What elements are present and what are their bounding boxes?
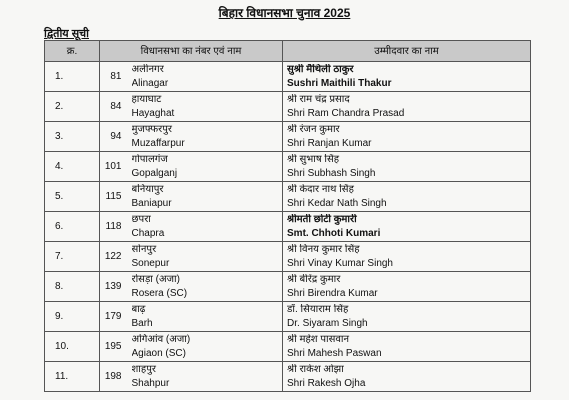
candidate-name-hindi: श्री केदार नाथ सिंह bbox=[287, 184, 354, 195]
constituency-name-english: Alinagar bbox=[131, 78, 169, 89]
constituency-name-hindi: रोसड़ा (अजा) bbox=[131, 274, 180, 285]
table-row bbox=[45, 302, 531, 332]
constituency-cell bbox=[130, 212, 283, 242]
table-row bbox=[45, 122, 531, 152]
constituency-name-hindi: बाढ़ bbox=[131, 304, 146, 315]
table-row bbox=[45, 272, 531, 302]
candidate-cell bbox=[283, 272, 531, 302]
constituency-name-hindi: शाहपुर bbox=[131, 364, 156, 375]
constituency-cell bbox=[130, 92, 283, 122]
candidate-cell bbox=[283, 182, 531, 212]
candidate-cell bbox=[283, 92, 531, 122]
constituency-name-english: Gopalganj bbox=[131, 168, 178, 179]
candidate-name-english: Shri Subhash Singh bbox=[287, 168, 376, 179]
serial-number: 9. bbox=[45, 302, 100, 332]
constituency-name-hindi: अलीनगर bbox=[131, 64, 164, 75]
candidate-cell bbox=[283, 362, 531, 392]
candidate-name-english: Smt. Chhoti Kumari bbox=[287, 228, 381, 239]
candidate-name-hindi: श्री राकेश ओझा bbox=[287, 364, 344, 375]
constituency-number: 115 bbox=[100, 182, 130, 212]
candidate-cell bbox=[283, 62, 531, 92]
table-row bbox=[45, 182, 531, 212]
candidate-name-english: Shri Kedar Nath Singh bbox=[287, 198, 387, 209]
constituency-cell bbox=[130, 242, 283, 272]
constituency-number: 118 bbox=[100, 212, 130, 242]
constituency-number: 198 bbox=[100, 362, 130, 392]
constituency-name-english: Sonepur bbox=[131, 258, 170, 269]
constituency-name-english: Baniapur bbox=[131, 198, 172, 209]
serial-number: 7. bbox=[45, 242, 100, 272]
constituency-number: 179 bbox=[100, 302, 130, 332]
constituency-name-hindi: छपरा bbox=[131, 214, 151, 225]
constituency-cell bbox=[130, 302, 283, 332]
candidate-cell bbox=[283, 302, 531, 332]
serial-number: 2. bbox=[45, 92, 100, 122]
candidate-cell bbox=[283, 122, 531, 152]
constituency-number: 101 bbox=[100, 152, 130, 182]
constituency-name-english: Shahpur bbox=[131, 378, 170, 389]
constituency-name-english: Rosera (SC) bbox=[131, 288, 188, 299]
constituency-number: 84 bbox=[100, 92, 130, 122]
candidate-name-english: Shri Mahesh Paswan bbox=[287, 348, 382, 359]
candidate-name-english: Sushri Maithili Thakur bbox=[287, 78, 392, 89]
serial-number: 4. bbox=[45, 152, 100, 182]
candidate-cell bbox=[283, 332, 531, 362]
header-serial: क्र. bbox=[45, 41, 100, 62]
serial-number: 3. bbox=[45, 122, 100, 152]
candidate-cell bbox=[283, 212, 531, 242]
serial-number: 11. bbox=[45, 362, 100, 392]
constituency-cell bbox=[130, 362, 283, 392]
constituency-number: 122 bbox=[100, 242, 130, 272]
constituency-name-english: Muzaffarpur bbox=[131, 138, 185, 149]
candidate-name-english: Shri Ram Chandra Prasad bbox=[287, 108, 405, 119]
candidate-name-hindi: श्री राम चंद्र प्रसाद bbox=[287, 94, 350, 105]
serial-number: 6. bbox=[45, 212, 100, 242]
candidate-cell bbox=[283, 152, 531, 182]
serial-number: 8. bbox=[45, 272, 100, 302]
constituency-name-hindi: सोनपुर bbox=[131, 244, 157, 255]
candidate-name-hindi: श्री रंजन कुमार bbox=[287, 124, 340, 135]
candidate-name-hindi: श्री विनय कुमार सिंह bbox=[287, 244, 360, 255]
table-row bbox=[45, 362, 531, 392]
constituency-cell bbox=[130, 272, 283, 302]
constituency-name-english: Hayaghat bbox=[131, 108, 175, 119]
constituency-name-hindi: हायाघाट bbox=[131, 94, 162, 105]
constituency-cell bbox=[130, 62, 283, 92]
constituency-cell bbox=[130, 152, 283, 182]
serial-number: 1. bbox=[45, 62, 100, 92]
constituency-number: 94 bbox=[100, 122, 130, 152]
candidate-name-english: Shri Vinay Kumar Singh bbox=[287, 258, 393, 269]
header-constituency: विधानसभा का नंबर एवं नाम bbox=[100, 41, 283, 62]
table-row bbox=[45, 62, 531, 92]
candidate-table bbox=[44, 40, 531, 392]
constituency-cell bbox=[130, 122, 283, 152]
serial-number: 10. bbox=[45, 332, 100, 362]
table-row bbox=[45, 332, 531, 362]
constituency-number: 195 bbox=[100, 332, 130, 362]
constituency-number: 81 bbox=[100, 62, 130, 92]
constituency-name-hindi: अगिआंव (अजा) bbox=[131, 334, 191, 345]
list-title: द्वितीय सूची bbox=[44, 28, 89, 40]
constituency-name-hindi: गोपालगंज bbox=[131, 154, 168, 165]
table-row bbox=[45, 92, 531, 122]
candidate-name-english: Shri Rakesh Ojha bbox=[287, 378, 366, 389]
constituency-name-hindi: बनियापुर bbox=[131, 184, 164, 195]
table-row bbox=[45, 212, 531, 242]
document-title: बिहार विधानसभा चुनाव 2025 bbox=[218, 6, 351, 20]
constituency-cell bbox=[130, 332, 283, 362]
constituency-name-hindi: मुजफ्फरपुर bbox=[131, 124, 172, 135]
candidate-name-hindi: डॉ. सियाराम सिंह bbox=[287, 304, 349, 315]
candidate-name-hindi: सुश्री मैथिली ठाकुर bbox=[287, 64, 354, 75]
candidate-name-hindi: श्री सुभाष सिंह bbox=[287, 154, 340, 165]
header-candidate: उम्मीदवार का नाम bbox=[283, 41, 531, 62]
constituency-number: 139 bbox=[100, 272, 130, 302]
candidate-name-english: Shri Birendra Kumar bbox=[287, 288, 378, 299]
candidate-name-hindi: श्री महेश पासवान bbox=[287, 334, 350, 345]
candidate-name-english: Shri Ranjan Kumar bbox=[287, 138, 372, 149]
candidate-name-english: Dr. Siyaram Singh bbox=[287, 318, 368, 329]
serial-number: 5. bbox=[45, 182, 100, 212]
candidate-name-hindi: श्रीमती छोटी कुमारी bbox=[287, 214, 357, 225]
constituency-name-english: Chapra bbox=[131, 228, 165, 239]
constituency-name-english: Barh bbox=[131, 318, 153, 329]
constituency-cell bbox=[130, 182, 283, 212]
constituency-name-english: Agiaon (SC) bbox=[131, 348, 186, 359]
table-header-row bbox=[45, 41, 531, 62]
candidate-cell bbox=[283, 242, 531, 272]
candidate-name-hindi: श्री बीरेंद्र कुमार bbox=[287, 274, 341, 285]
table-row bbox=[45, 152, 531, 182]
table-row bbox=[45, 242, 531, 272]
